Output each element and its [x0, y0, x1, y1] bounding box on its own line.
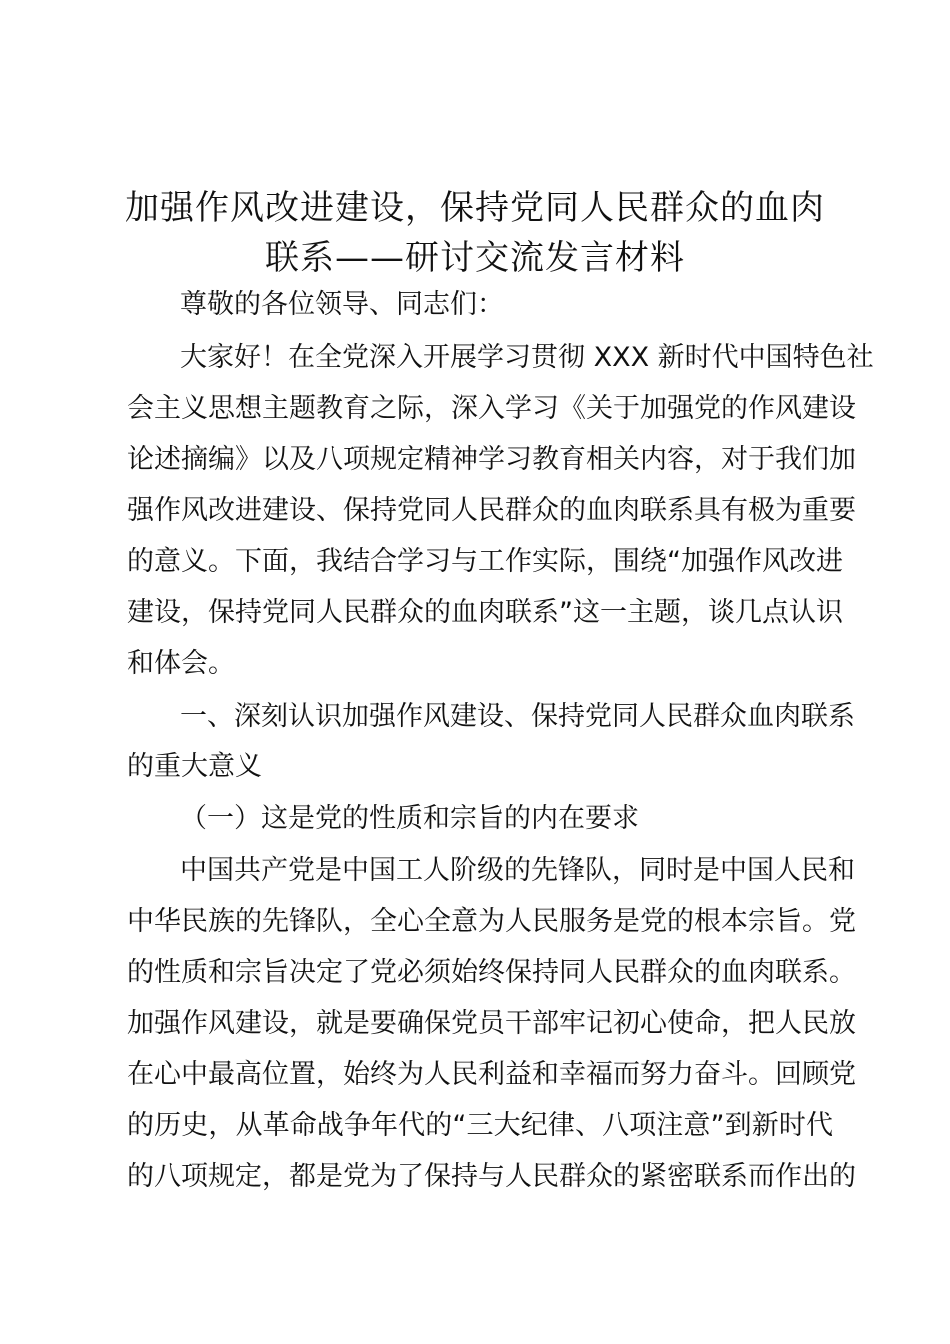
salutation: 尊敬的各位领导、同志们：: [180, 289, 504, 320]
paragraph-line: 会主义思想主题教育之际，深入学习《关于加强党的作风建设: [127, 393, 856, 424]
paragraph-line: 加强作风建设，就是要确保党员干部牢记初心使命，把人民放: [127, 1008, 856, 1039]
paragraph-line: 论述摘编》以及八项规定精神学习教育相关内容，对于我们加: [127, 444, 856, 475]
subsection-heading: （一）这是党的性质和宗旨的内在要求: [180, 803, 639, 834]
paragraph-line: 建设，保持党同人民群众的血肉联系”这一主题，谈几点认识: [127, 597, 843, 628]
section-heading: 的重大意义: [127, 751, 262, 782]
paragraph-line: 中华民族的先锋队，全心全意为人民服务是党的根本宗旨。党: [127, 906, 856, 937]
document-title-line-1: 加强作风改进建设，保持党同人民群众的血肉: [125, 188, 825, 228]
paragraph-line: 在心中最高位置，始终为人民利益和幸福而努力奋斗。回顾党: [127, 1059, 856, 1090]
paragraph-line: 的八项规定，都是党为了保持与人民群众的紧密联系而作出的: [127, 1161, 856, 1192]
paragraph-line: 的性质和宗旨决定了党必须始终保持同人民群众的血肉联系。: [127, 957, 856, 988]
paragraph-line: 大家好！在全党深入开展学习贯彻 XXX 新时代中国特色社: [180, 342, 874, 373]
paragraph-line: 的历史，从革命战争年代的“三大纪律、八项注意”到新时代: [127, 1110, 833, 1141]
paragraph-line: 中国共产党是中国工人阶级的先锋队，同时是中国人民和: [180, 855, 855, 886]
paragraph-line: 和体会。: [127, 648, 235, 679]
document-title-line-2: 联系——研讨交流发言材料: [265, 238, 685, 278]
paragraph-line: 强作风改进建设、保持党同人民群众的血肉联系具有极为重要: [127, 495, 856, 526]
section-heading: 一、深刻认识加强作风建设、保持党同人民群众血肉联系: [180, 701, 855, 732]
paragraph-line: 的意义。下面，我结合学习与工作实际，围绕“加强作风改进: [127, 546, 843, 577]
